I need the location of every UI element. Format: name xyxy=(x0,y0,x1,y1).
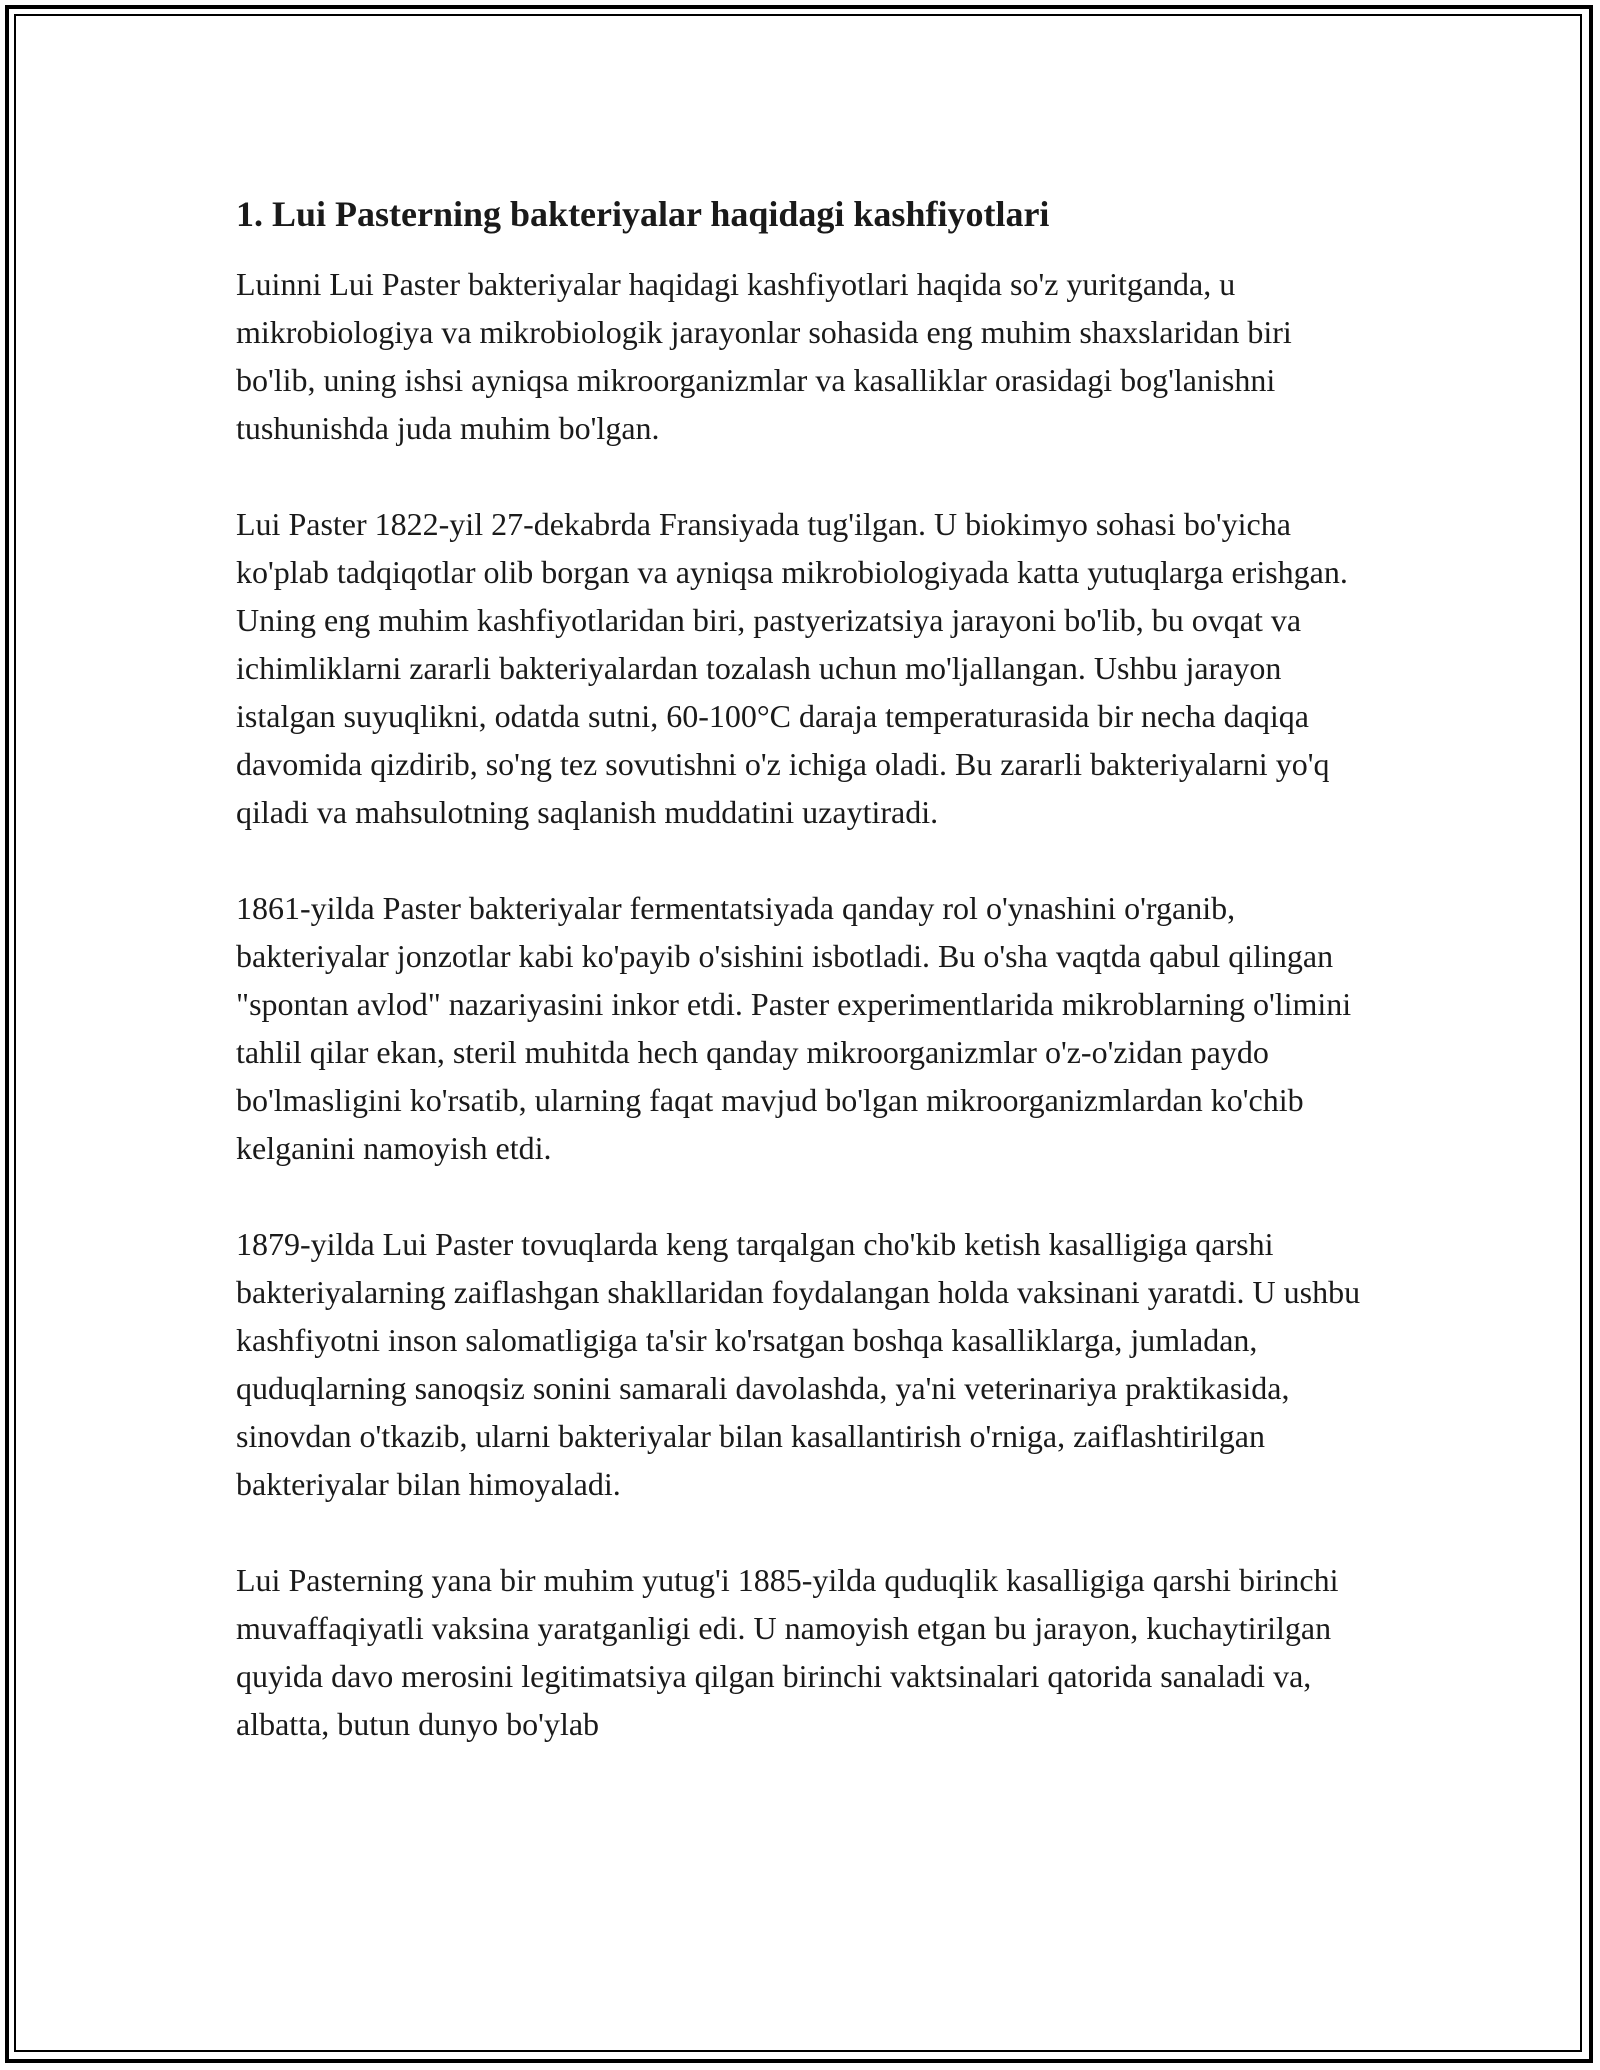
paragraph-fermentation: 1861-yilda Paster bakteriyalar fermentatsiyada qanday rol o'ynashini o'rganib, bakteriyalar jonzotlar kabi ko'payib o'sishini isbotladi. Bu o'sha vaqtda qabul qilingan "spontan avlod" nazariyasini inkor etdi. Paster experimentlarida mikroblarning o'limini tahlil qilar ekan, steril muhitda hech qanday mikroorganizmlar o'z-o'zidan paydo bo'lmasligini ko'rsatib, ularning faqat mavjud bo'lgan mikroorganizmlardan ko'chib kelganini namoyish etdi. xyxy=(236,890,1352,1166)
paragraph-vaccine-1885: Lui Pasterning yana bir muhim yutug'i 1885-yilda quduqlik kasalligiga qarshi birinchi muvaffaqiyatli vaksina yaratganligi edi. U namoyish etgan bu jarayon, kuchaytirilgan quyida davo merosini legitimatsiya qilgan birinchi vaktsinalari qatorida sanaladi va, albatta, butun dunyo bo'ylab xyxy=(236,1562,1339,1742)
section-heading: 1. Lui Pasterning bakteriyalar haqidagi kashfiyotlari xyxy=(236,194,1050,234)
paragraph-vaccine-1879: 1879-yilda Lui Paster tovuqlarda keng tarqalgan cho'kib ketish kasalligiga qarshi bakteriyalarning zaiflashgan shakllaridan foydalangan holda vaksinani yaratdi. U ushbu kashfiyotni inson salomatligiga ta'sir ko'rsatgan boshqa kasalliklarga, jumladan, quduqlarning sanoqsiz sonini samarali davolashda, ya'ni veterinariya praktikasida, sinovdan o'tkazib, ularni bakteriyalar bilan kasallantirish o'rniga, zaiflashtirilgan bakteriyalar bilan himoyaladi. xyxy=(236,1226,1361,1502)
paragraph-intro: Luinni Lui Paster bakteriyalar haqidagi kashfiyotlari haqida so'z yuritganda, u mikrobiologiya va mikrobiologik jarayonlar sohasida eng muhim shaxslaridan biri bo'lib, uning ishsi ayniqsa mikroorganizmlar va kasalliklar orasidagi bog'lanishni tushunishda juda muhim bo'lgan. xyxy=(236,266,1292,446)
document-body xyxy=(236,188,1376,1748)
paragraph-biography: Lui Paster 1822-yil 27-dekabrda Fransiyada tug'ilgan. U biokimyo sohasi bo'yicha ko'plab tadqiqotlar olib borgan va ayniqsa mikrobiologiyada katta yutuqlarga erishgan. Uning eng muhim kashfiyotlaridan biri, pastyerizatsiya jarayoni bo'lib, bu ovqat va ichimliklarni zararli bakteriyalardan tozalash uchun mo'ljallangan. Ushbu jarayon istalgan suyuqlikni, odatda sutni, 60-100°C daraja temperaturasida bir necha daqiqa davomida qizdirib, so'ng tez sovutishni o'z ichiga oladi. Bu zararli bakteriyalarni yo'q qiladi va mahsulotning saqlanish muddatini uzaytiradi. xyxy=(236,506,1348,830)
